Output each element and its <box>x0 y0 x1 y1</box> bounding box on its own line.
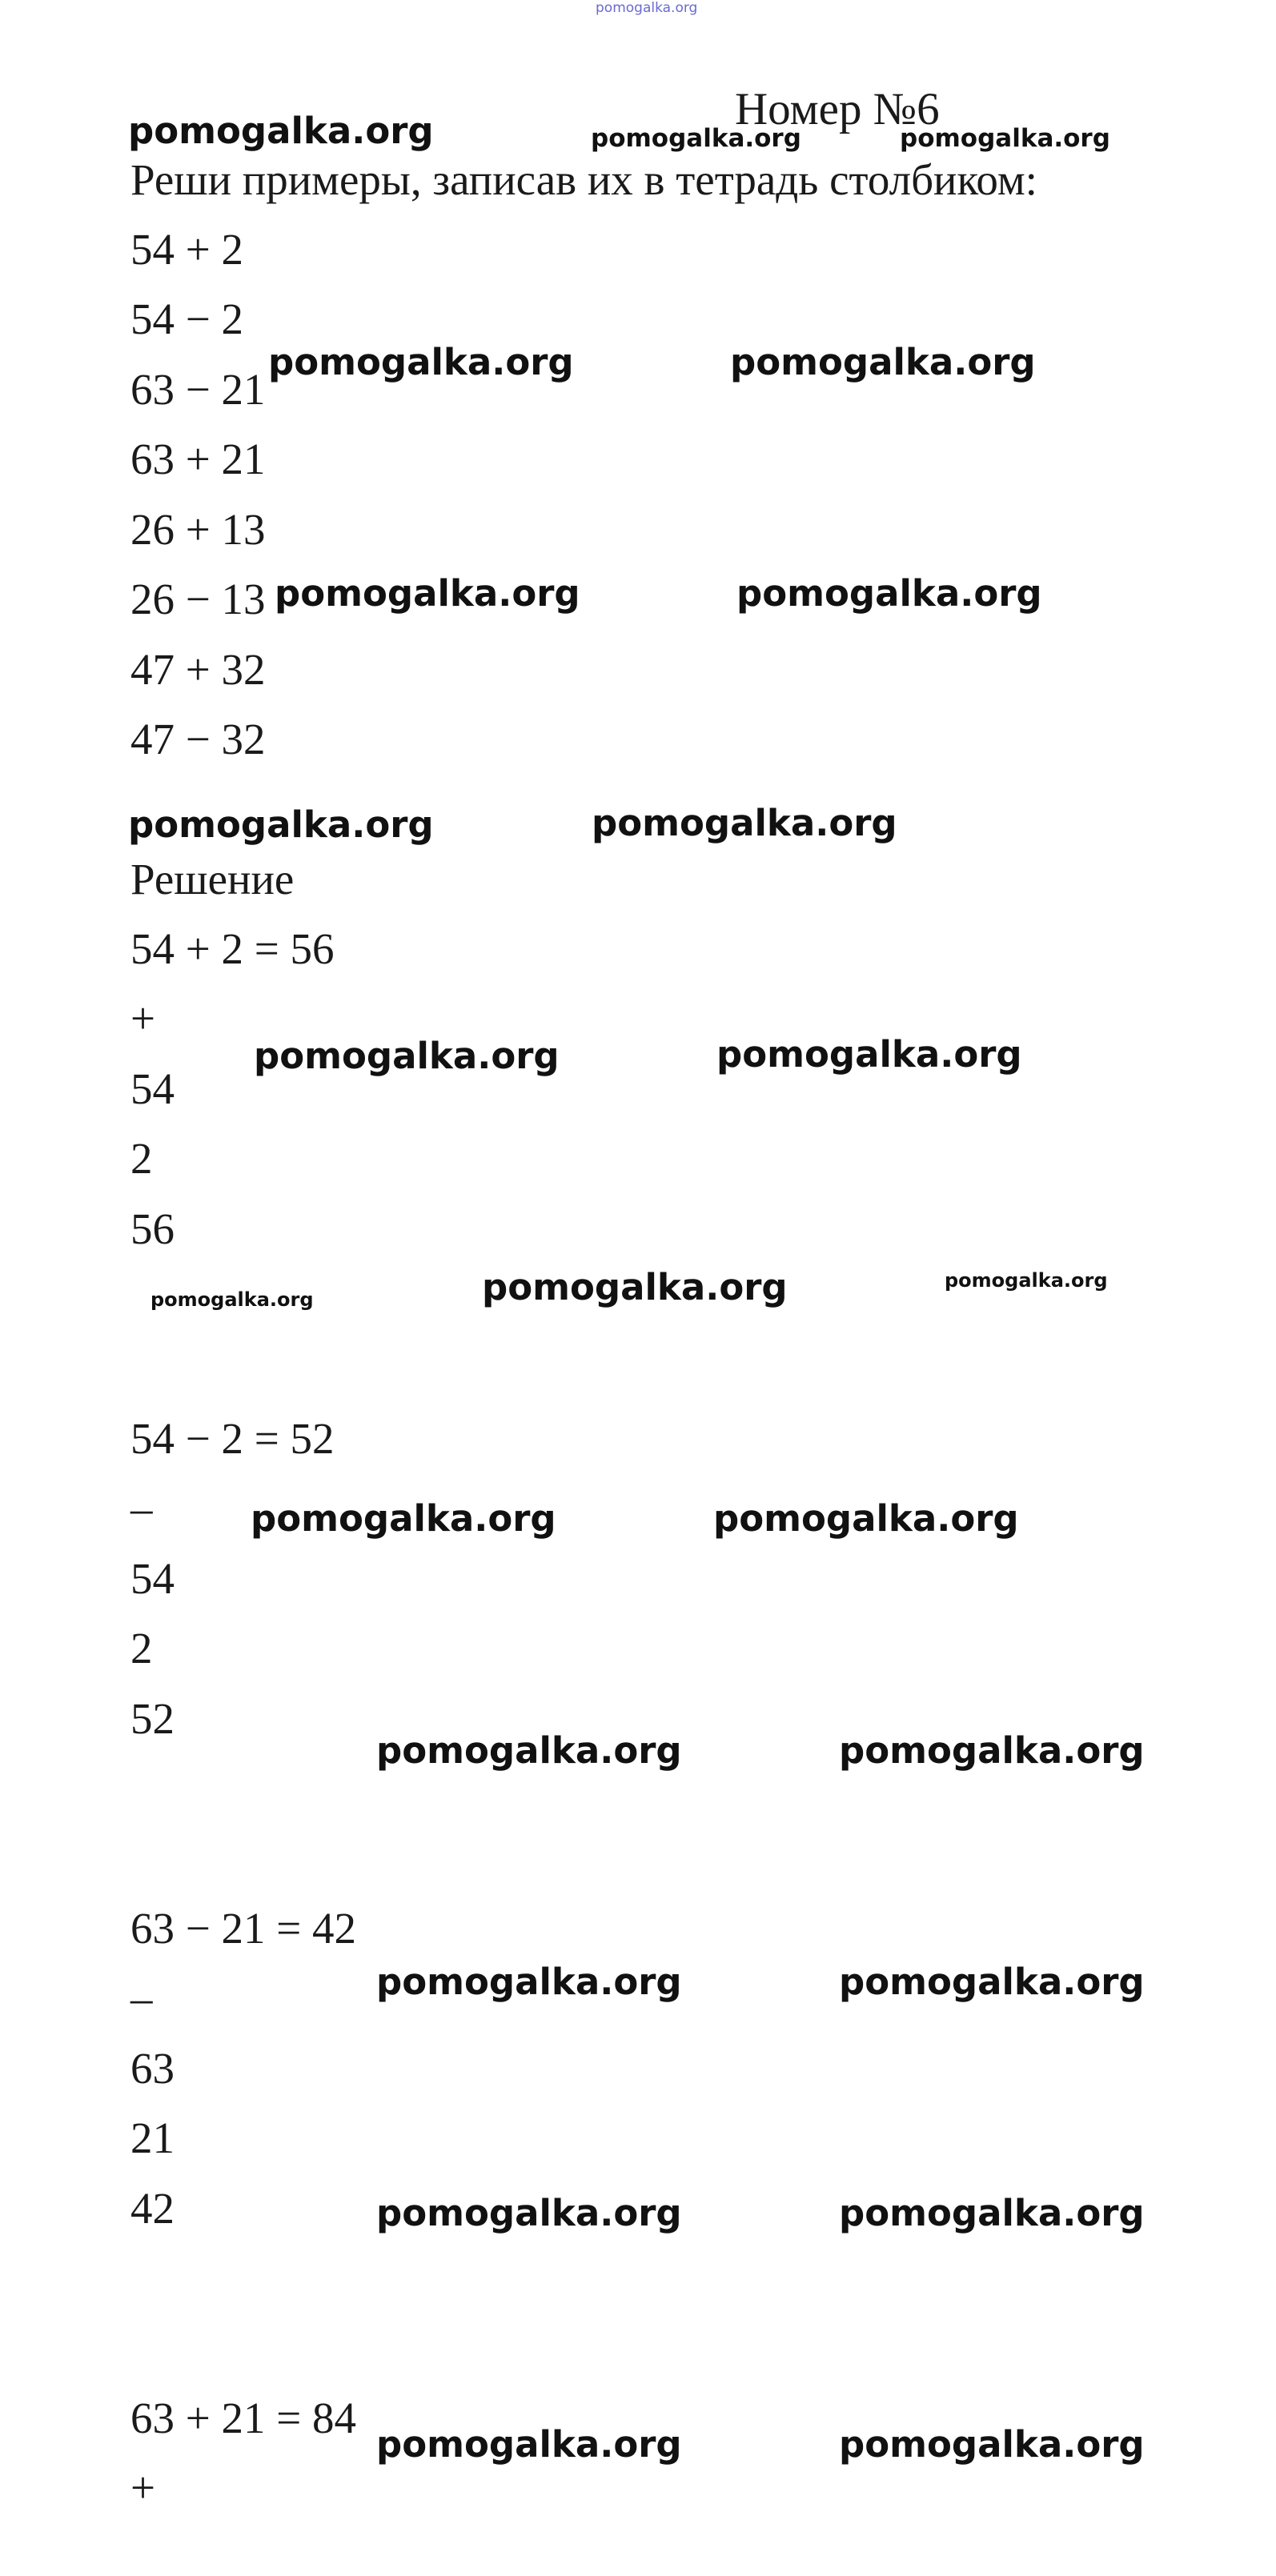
column-sign: + <box>130 2463 156 2512</box>
example-item: 26 + 13 <box>130 505 266 554</box>
watermark-text: pomogalka.org <box>128 803 434 846</box>
watermark-text: pomogalka.org <box>268 341 574 383</box>
example-item: 63 − 21 <box>130 365 266 414</box>
example-item: 47 − 32 <box>130 715 266 763</box>
example-item: 54 − 2 <box>130 294 244 343</box>
solution-equation: 63 + 21 = 84 <box>130 2394 357 2442</box>
column-operand-top: 54 <box>130 1064 175 1113</box>
example-item: 54 + 2 <box>130 225 244 274</box>
watermark-text: pomogalka.org <box>254 1035 560 1077</box>
watermark-text: pomogalka.org <box>376 1961 682 2003</box>
watermark-text: pomogalka.org <box>376 2423 682 2466</box>
watermark-text: pomogalka.org <box>945 1269 1108 1292</box>
watermark-text: pomogalka.org <box>376 2192 682 2234</box>
column-result: 56 <box>130 1204 175 1253</box>
watermark-text: pomogalka.org <box>900 124 1110 153</box>
example-item: 47 + 32 <box>130 645 266 694</box>
watermark-text: pomogalka.org <box>839 1729 1145 1772</box>
watermark-text: pomogalka.org <box>736 572 1042 615</box>
column-result: 52 <box>130 1694 175 1743</box>
watermark-text: pomogalka.org <box>713 1497 1019 1540</box>
column-operand-top: 54 <box>130 1554 175 1603</box>
solution-heading: Решение <box>130 855 295 903</box>
watermark-text: pomogalka.org <box>591 124 801 153</box>
column-operand-bottom: 2 <box>130 1624 153 1673</box>
watermark-text: pomogalka.org <box>839 2192 1145 2234</box>
column-operand-bottom: 21 <box>130 2113 175 2162</box>
column-operand-bottom: 2 <box>130 1134 153 1183</box>
column-operand-top: 63 <box>130 2044 175 2093</box>
column-sign: – <box>130 1973 153 2022</box>
example-item: 63 + 21 <box>130 435 266 483</box>
watermark-text: pomogalka.org <box>150 1288 314 1311</box>
solution-equation: 63 − 21 = 42 <box>130 1904 357 1953</box>
watermark-text: pomogalka.org <box>716 1033 1022 1076</box>
watermark-text: pomogalka.org <box>839 2423 1145 2466</box>
solution-equation: 54 + 2 = 56 <box>130 924 335 973</box>
watermark-text: pomogalka.org <box>730 341 1036 383</box>
source-link[interactable]: pomogalka.org <box>596 0 698 16</box>
watermark-text: pomogalka.org <box>482 1266 788 1308</box>
watermark-text: pomogalka.org <box>592 802 897 844</box>
watermark-text: pomogalka.org <box>251 1497 556 1540</box>
column-sign: + <box>130 994 156 1043</box>
watermark-text: pomogalka.org <box>376 1729 682 1772</box>
solution-equation: 54 − 2 = 52 <box>130 1414 335 1463</box>
column-result: 42 <box>130 2184 175 2233</box>
task-instruction: Реши примеры, записав их в тетрадь столбиком: <box>130 155 1037 204</box>
watermark-text: pomogalka.org <box>275 572 580 615</box>
page-title: Номер №6 <box>735 84 940 134</box>
column-sign: – <box>130 1484 153 1532</box>
watermark-text: pomogalka.org <box>128 110 434 152</box>
example-item: 26 − 13 <box>130 575 266 623</box>
watermark-text: pomogalka.org <box>839 1961 1145 2003</box>
